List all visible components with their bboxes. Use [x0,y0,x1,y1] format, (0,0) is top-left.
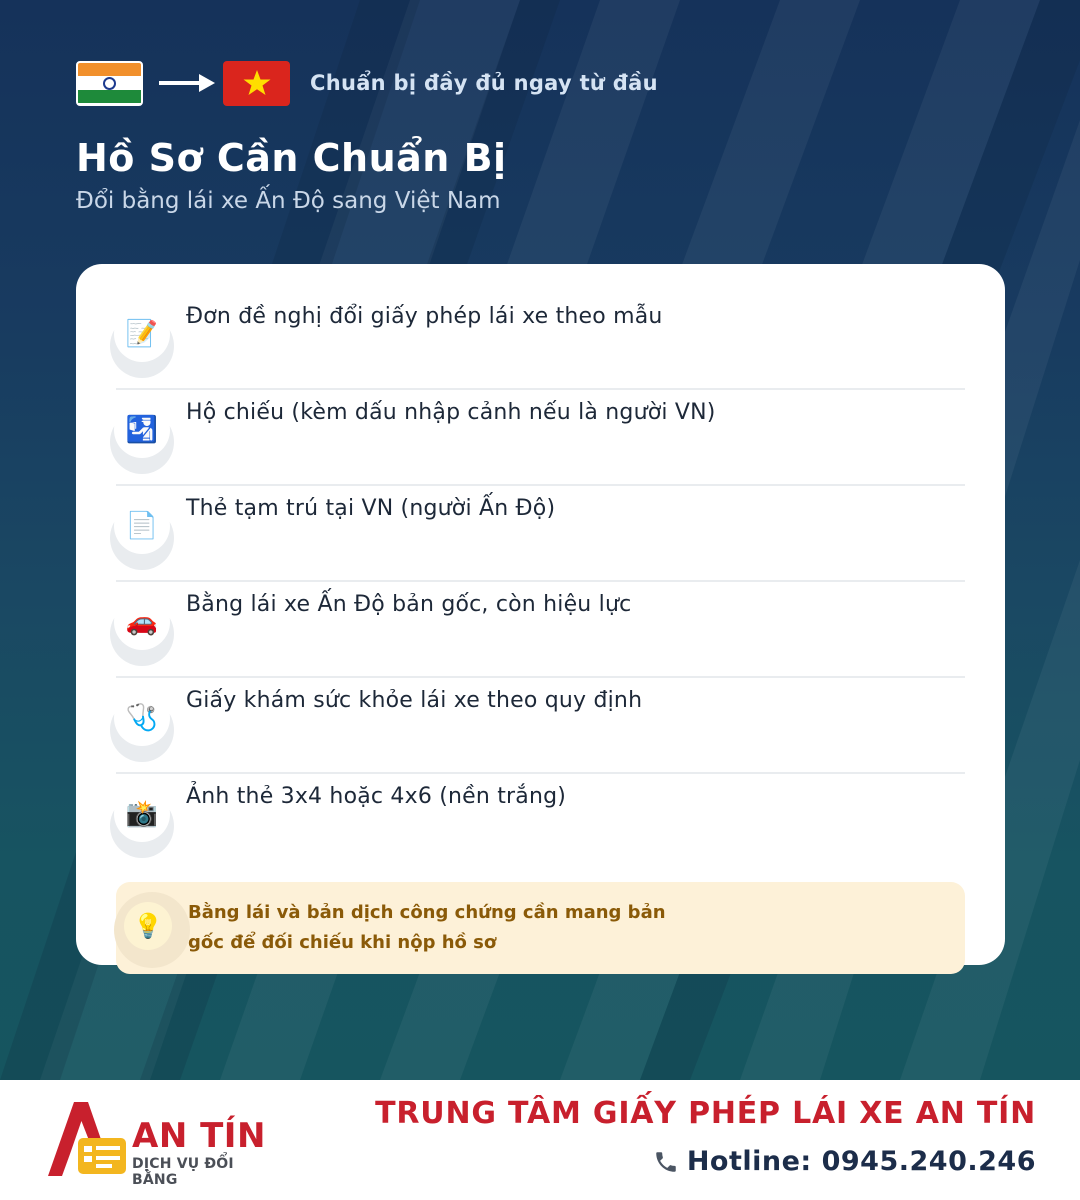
logo-mark-icon [44,1100,134,1180]
camera-flash-icon: 📸 [114,786,170,842]
page-title: Hồ Sơ Cần Chuẩn Bị [76,136,507,180]
tagline: Chuẩn bị đầy đủ ngay từ đầu [310,71,658,95]
logo-subtitle: DỊCH VỤ ĐỔI BẰNG [132,1156,234,1188]
tip-note-line: gốc để đối chiếu khi nộp hồ sơ [188,932,497,953]
footer [0,1080,1080,1200]
checklist-item-health-certificate [116,678,965,774]
passport-control-icon: 🛂 [114,402,170,458]
an-tin-logo [44,1100,274,1188]
document-icon: 📄 [114,498,170,554]
center-name: TRUNG TÂM GIẤY PHÉP LÁI XE AN TÍN [375,1096,1036,1131]
memo-icon: 📝 [114,306,170,362]
tip-note-text [188,898,708,958]
checklist-item-label: Ảnh thẻ 3x4 hoặc 4x6 (nền trắng) [186,784,567,809]
stethoscope-icon: 🩺 [114,690,170,746]
arrow-right-icon [159,73,215,93]
icon-bubble [110,506,174,570]
icon-bubble [110,698,174,762]
tip-note [116,882,965,974]
checklist-item-label: Giấy khám sức khỏe lái xe theo quy định [186,688,643,713]
india-flag-icon [76,61,143,106]
hotline[interactable] [653,1146,1036,1177]
hotline-text[interactable]: Hotline: 0945.240.246 [686,1146,1036,1177]
checklist-item-residence-card [116,486,965,582]
car-icon: 🚗 [114,594,170,650]
icon-bubble [110,410,174,474]
icon-bubble [114,892,190,968]
checklist-item-photo [116,774,965,870]
icon-bubble [110,794,174,858]
icon-bubble [110,314,174,378]
light-bulb-icon: 💡 [124,902,172,950]
checklist-item-passport [116,390,965,486]
checklist-item-label: Thẻ tạm trú tại VN (người Ấn Độ) [186,496,556,521]
checklist-card [76,264,1005,965]
route-header [76,60,658,106]
checklist-item-label: Bằng lái xe Ấn Độ bản gốc, còn hiệu lực [186,592,632,617]
vietnam-flag-icon [223,61,290,106]
checklist-item-label: Hộ chiếu (kèm dấu nhập cảnh nếu là người VN) [186,400,716,425]
logo-wordmark: AN TÍN [132,1116,266,1156]
tip-note-line: Bằng lái và bản dịch công chứng cần mang bản [188,902,666,923]
icon-bubble [110,602,174,666]
checklist-item-label: Đơn đề nghị đổi giấy phép lái xe theo mẫu [186,304,663,329]
phone-icon [653,1149,679,1175]
checklist-item-original-license [116,582,965,678]
page-subtitle: Đổi bằng lái xe Ấn Độ sang Việt Nam [76,188,501,214]
checklist-item-application-form [116,294,965,390]
